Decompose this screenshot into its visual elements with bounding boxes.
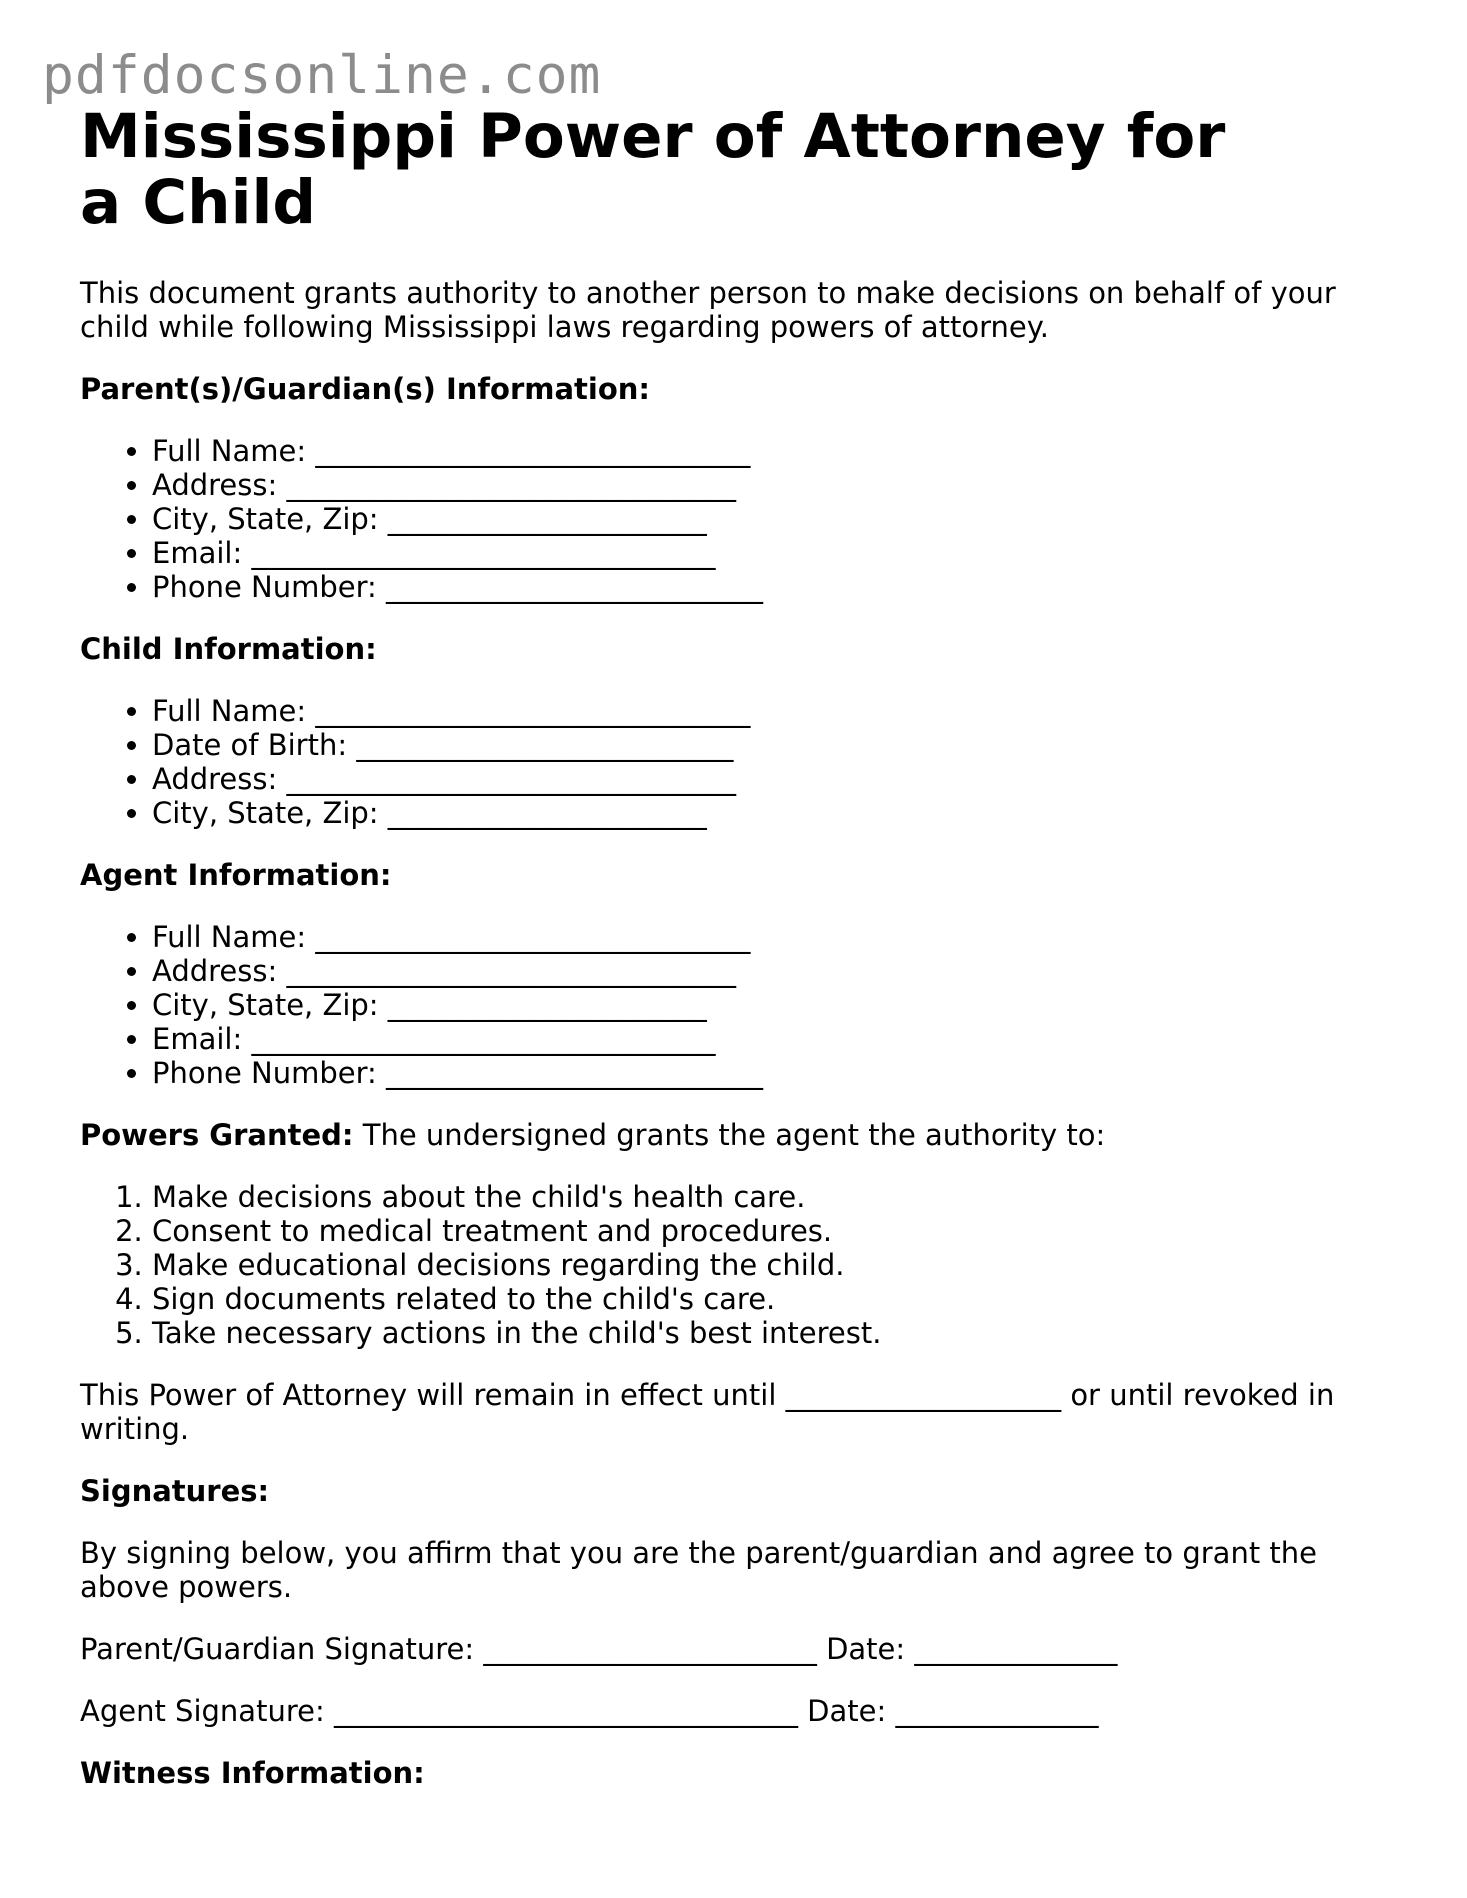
parent-field-list xyxy=(80,434,1380,604)
child-section-heading: Child Information: xyxy=(80,632,377,666)
agent-email-field: • Email: ________________________________ xyxy=(152,1022,1380,1056)
agent-field-list xyxy=(80,920,1380,1090)
duration-paragraph: This Power of Attorney will remain in effect until ___________________ or until revoked in writing. xyxy=(80,1378,1335,1446)
power-item-sign-documents: 4. Sign documents related to the child's care. xyxy=(152,1282,1380,1316)
witness-heading: Witness Information: xyxy=(80,1756,425,1790)
parent-city-state-zip-field: • City, State, Zip: ______________________ xyxy=(152,502,1380,536)
intro-paragraph: This document grants authority to another person to make decisions on behalf of your child while following Mississippi laws regarding powers of attorney. xyxy=(80,276,1336,344)
watermark: pdfdocsonline.com xyxy=(42,45,602,106)
powers-heading: Powers Granted: xyxy=(80,1118,354,1152)
signatures-affirmation: By signing below, you affirm that you are the parent/guardian and agree to grant the above powers. xyxy=(80,1536,1318,1604)
child-date-of-birth-field: • Date of Birth: __________________________ xyxy=(152,728,1380,762)
agent-full-name-field: • Full Name: ______________________________ xyxy=(152,920,1380,954)
document-title: Mississippi Power of Attorney for a Child xyxy=(80,101,1226,238)
signatures-heading: Signatures: xyxy=(80,1474,270,1508)
power-item-health-care: 1. Make decisions about the child's health care. xyxy=(152,1180,1380,1214)
parent-section-heading: Parent(s)/Guardian(s) Information: xyxy=(80,372,651,406)
powers-list xyxy=(80,1180,1380,1350)
parent-signature-line: Parent/Guardian Signature: _______________________ Date: ______________ xyxy=(80,1632,1118,1666)
child-field-list xyxy=(80,694,1380,830)
agent-phone-field: • Phone Number: __________________________ xyxy=(152,1056,1380,1090)
agent-city-state-zip-field: • City, State, Zip: ______________________ xyxy=(152,988,1380,1022)
powers-lead-text: The undersigned grants the agent the authority to: xyxy=(353,1118,1106,1152)
parent-full-name-field: • Full Name: ______________________________ xyxy=(152,434,1380,468)
child-city-state-zip-field: • City, State, Zip: ______________________ xyxy=(152,796,1380,830)
child-address-field: • Address: _______________________________ xyxy=(152,762,1380,796)
agent-signature-line: Agent Signature: ________________________________ Date: ______________ xyxy=(80,1694,1099,1728)
child-full-name-field: • Full Name: ______________________________ xyxy=(152,694,1380,728)
document-body xyxy=(80,101,1380,1790)
power-item-education: 3. Make educational decisions regarding the child. xyxy=(152,1248,1380,1282)
power-item-best-interest: 5. Take necessary actions in the child's best interest. xyxy=(152,1316,1380,1350)
agent-section-heading: Agent Information: xyxy=(80,858,392,892)
parent-address-field: • Address: _______________________________ xyxy=(152,468,1380,502)
parent-email-field: • Email: ________________________________ xyxy=(152,536,1380,570)
powers-paragraph xyxy=(80,1118,1380,1152)
parent-phone-field: • Phone Number: __________________________ xyxy=(152,570,1380,604)
agent-address-field: • Address: _______________________________ xyxy=(152,954,1380,988)
power-item-medical-consent: 2. Consent to medical treatment and procedures. xyxy=(152,1214,1380,1248)
